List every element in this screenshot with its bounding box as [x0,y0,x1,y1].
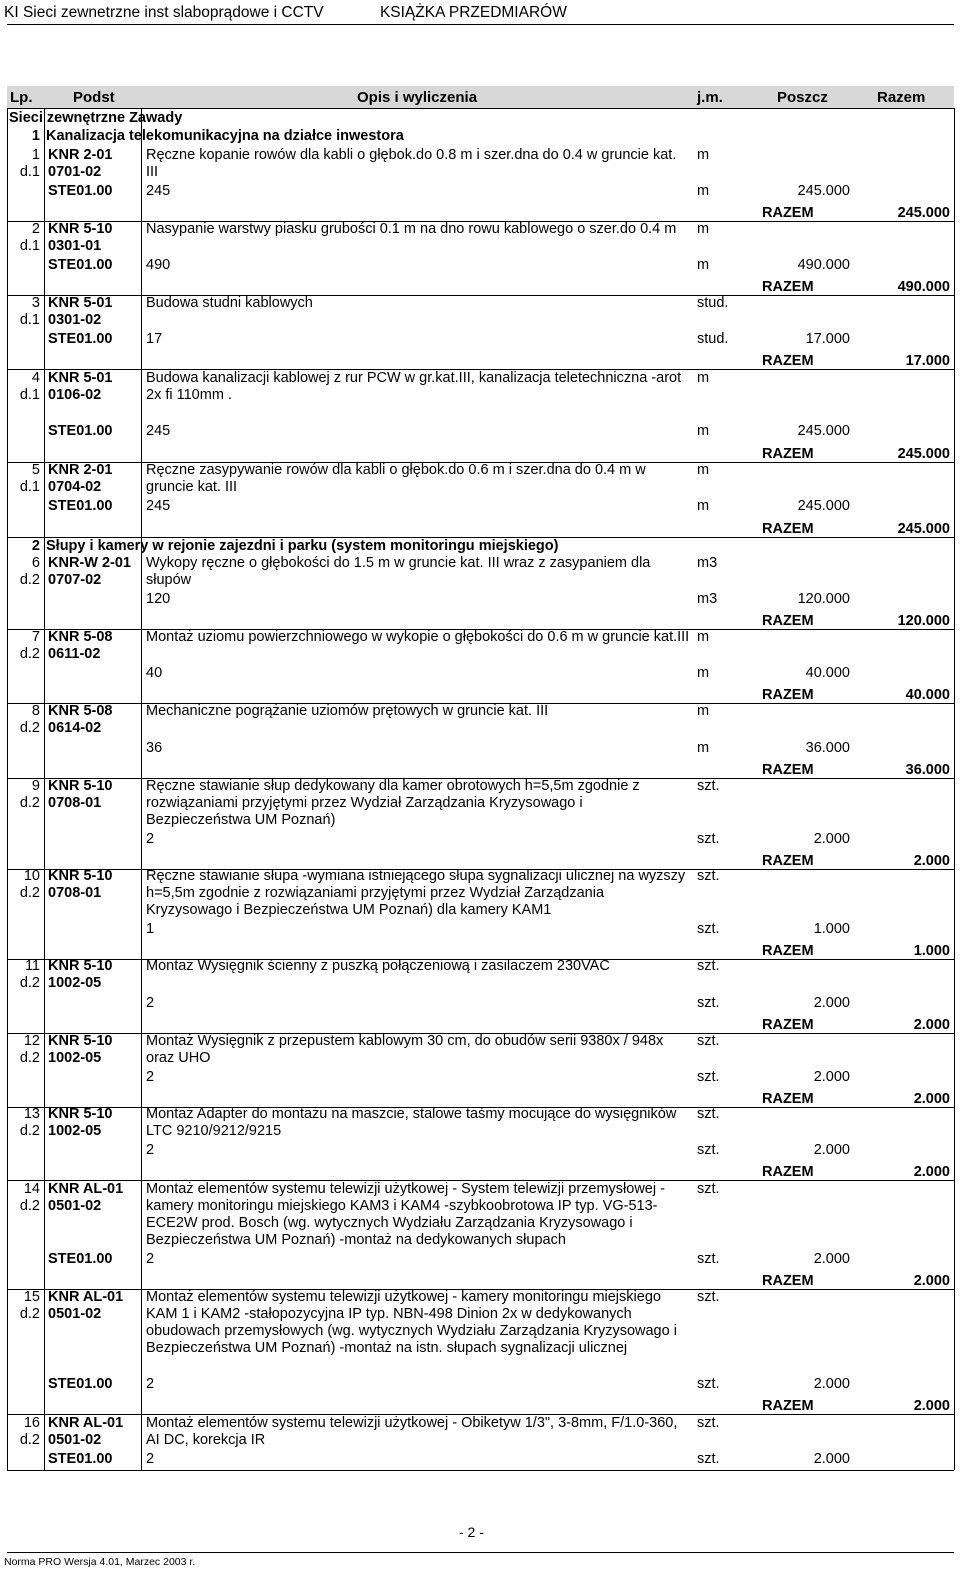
item-quantity-unit: m [697,740,710,756]
item-quantity: 2 [146,1251,155,1267]
item-quantity-unit: szt. [697,921,720,937]
item-d: d.1 [19,387,40,403]
item-d: d.2 [19,646,40,662]
item-poszcz: 490.000 [797,257,850,273]
item-poszcz: 2.000 [813,1069,850,1085]
item-quantity-unit: m [697,498,710,514]
item-unit: szt. [697,1289,720,1305]
item-poszcz: 2.000 [813,995,850,1011]
item-razem-value: 2.000 [913,1273,950,1289]
document-subtitle: KSIĄŻKA PRZEDMIARÓW [379,4,567,21]
col-lp: Lp. [10,89,33,106]
item-description: Montaż Wysięgnik z przepustem kablowym 30 cm, do obudów serii 9380x / 948x oraz UHO [146,1033,664,1066]
item-razem-label: RAZEM [762,1398,814,1414]
item-quantity-unit: m3 [697,591,718,607]
item-description: Ręczne zasypywanie rowów dla kabli o głębok.do 0.6 m i szer.dna do 0.4 m w gruncie kat. III [146,462,646,495]
item-unit: szt. [697,778,720,794]
item-lp: 6 [31,555,40,571]
item-razem-value: 36.000 [905,762,950,778]
item-description: Montaż uziomu powierzchniowego w wykopie o głębokości do 0.6 m w gruncie kat.III [146,629,690,645]
item-poszcz: 40.000 [805,665,850,681]
item-d: d.2 [19,1432,40,1448]
item-code: KNR 5-01 [48,295,113,311]
item-quantity-unit: szt. [697,1069,720,1085]
item-code: KNR 5-08 [48,703,113,719]
item-razem-label: RAZEM [762,279,814,295]
item-poszcz: 2.000 [813,1142,850,1158]
item-d: d.2 [19,1198,40,1214]
item-quantity: 245 [146,423,171,439]
item-razem-label: RAZEM [762,446,814,462]
item-razem-value: 245.000 [897,205,950,221]
item-razem-label: RAZEM [762,205,814,221]
item-code-sub: 0611-02 [48,646,101,662]
item-quantity-unit: m [697,423,710,439]
item-razem-value: 245.000 [897,521,950,537]
col-podst: Podst [73,89,115,106]
item-d: d.2 [19,1050,40,1066]
item-lp: 1 [31,147,40,163]
item-ste: STE01.00 [48,257,113,273]
item-d: d.1 [19,312,40,328]
item-description: Montaż elementów systemu telewizji użytkowej - Obiketyw 1/3", 3-8mm, F/1.0-360, AI DC, korekcja IR [146,1415,678,1448]
item-description: Nasypanie warstwy piasku grubości 0.1 m na dno rowu kablowego o szer.do 0.4 m [146,221,677,237]
item-lp: 12 [23,1033,40,1049]
item-quantity-unit: m [697,257,710,273]
item-unit: m [697,462,710,478]
item-code-sub: 0301-02 [48,312,102,328]
item-razem-value: 40.000 [905,687,950,703]
item-razem-value: 17.000 [905,353,950,369]
item-poszcz: 245.000 [797,183,850,199]
item-description: Montaż Adapter do montażu na maszcie, stalowe taśmy mocujące do wysięgników LTC 9210/9212/9215 [146,1106,677,1139]
item-unit: szt. [697,958,720,974]
item-razem-label: RAZEM [762,1273,814,1289]
item-description: Ręczne kopanie rowów dla kabli o głębok.do 0.8 m i szer.dna do 0.4 w gruncie kat. III [146,147,677,180]
item-code: KNR 5-01 [48,370,113,386]
item-poszcz: 2.000 [813,831,850,847]
item-quantity-unit: m [697,183,710,199]
item-code: KNR 2-01 [48,147,113,163]
col-opis: Opis i wyliczenia [357,89,478,106]
item-unit: szt. [697,868,720,884]
item-d: d.1 [19,479,40,495]
item-quantity: 2 [146,1376,155,1392]
item-ste: STE01.00 [48,331,113,347]
item-razem-value: 120.000 [897,613,950,629]
item-razem-label: RAZEM [762,1164,814,1180]
item-razem-value: 2.000 [913,1091,950,1107]
item-code: KNR 5-10 [48,958,113,974]
item-quantity: 2 [146,831,155,847]
item-quantity: 245 [146,183,171,199]
item-razem-label: RAZEM [762,353,814,369]
item-separator [7,537,954,538]
item-description: Montaż Wysięgnik ścienny z puszką połączeniową i zasilaczem 230VAC [146,958,610,974]
item-ste: STE01.00 [48,1376,113,1392]
item-quantity: 17 [146,331,163,347]
item-poszcz: 36.000 [805,740,850,756]
item-description: Budowa kanalizacji kablowej z rur PCW w gr.kat.III, kanalizacja teletechniczna -arot 2x fi 110mm . [146,370,682,403]
item-quantity-unit: stud. [697,331,729,347]
item-description: Montaż elementów systemu telewizji użytkowej - kamery monitoringu miejskiego KAM 1 i KAM2 -stałopozycyjna IP typ. NBN-498 Dinion 2x w dedykowanych obudowach przemysłowych (wg. wytycznych Wydziału Zarządzania Kryzysowago i Bezpieczeństwa UM Poznań) -montaż na istn. słupach sygnalizacji ulicznej [146,1289,677,1356]
item-description: Ręczne stawianie słup dedykowany dla kamer obrotowych h=5,5m zgodnie z rozwiązaniami przyjętymi przez Wydział Zarządzania Kryzysowago i Bezpieczeństwa UM Poznań) [146,778,640,828]
item-quantity: 245 [146,498,171,514]
footer-text: Norma PRO Wersja 4.01, Marzec 2003 r. [4,1556,196,1568]
item-lp: 10 [23,868,40,884]
item-poszcz: 245.000 [797,498,850,514]
page-number: - 2 - [459,1524,484,1540]
item-d: d.1 [19,164,40,180]
item-unit: szt. [697,1033,720,1049]
item-lp: 14 [23,1181,40,1197]
column-header-row [7,86,954,108]
item-description: Wykopy ręczne o głębokości do 1.5 m w gruncie kat. III wraz z zasypaniem dla słupów [146,555,651,588]
item-lp: 11 [24,958,40,974]
item-d: d.2 [19,572,40,588]
col-divider-lp [44,108,45,1470]
item-razem-label: RAZEM [762,943,814,959]
item-code: KNR-W 2-01 [48,555,131,571]
section-title: Kanalizacja telekomunikacyjna na działce inwestora [46,128,404,144]
item-razem-label: RAZEM [762,1091,814,1107]
item-d: d.1 [19,238,40,254]
item-quantity: 2 [146,1142,155,1158]
item-razem-value: 2.000 [913,853,950,869]
item-quantity-unit: szt. [697,831,720,847]
item-ste: STE01.00 [48,1251,113,1267]
item-razem-label: RAZEM [762,853,814,869]
item-code-sub: 1002-05 [48,1123,102,1139]
item-unit: m [697,221,710,237]
item-code-sub: 0501-02 [48,1306,102,1322]
item-code: KNR AL-01 [48,1415,124,1431]
item-quantity: 2 [146,1069,155,1085]
item-code: KNR AL-01 [48,1289,124,1305]
item-code: KNR 2-01 [48,462,113,478]
item-ste: STE01.00 [48,423,113,439]
col-jm: j.m. [697,89,723,106]
item-razem-label: RAZEM [762,521,814,537]
item-code: KNR 5-10 [48,1033,113,1049]
item-d: d.2 [19,720,40,736]
item-quantity: 120 [146,591,171,607]
item-unit: stud. [697,295,729,311]
item-unit: m [697,703,710,719]
item-quantity: 490 [146,257,171,273]
item-lp: 2 [31,221,40,237]
table-bottom-rule [7,1470,954,1471]
item-razem-label: RAZEM [762,687,814,703]
section-main-title: Sieci zewnętrzne Zawady [9,110,183,126]
item-lp: 16 [23,1415,40,1431]
item-unit: m3 [697,555,718,571]
item-lp: 5 [31,462,40,478]
item-code-sub: 0501-02 [48,1432,102,1448]
item-poszcz: 1.000 [813,921,850,937]
item-description: Mechaniczne pogrążanie uziomów prętowych w gruncie kat. III [146,703,549,719]
header-rule [7,24,954,25]
item-d: d.2 [19,1306,40,1322]
item-code-sub: 0614-02 [48,720,102,736]
item-poszcz: 2.000 [813,1451,850,1467]
item-razem-label: RAZEM [762,613,814,629]
item-description: Budowa studni kablowych [146,295,313,311]
item-razem-value: 245.000 [897,446,950,462]
item-code: KNR 5-10 [48,778,113,794]
item-description: Ręczne stawianie słupa -wymiana istniejącego słupa sygnalizacji ulicznej na wyższy h=5,5m zgodnie z rozwiązaniami przyjętymi przez Wydział Zarządzania Kryzysowago i Bezpieczeństwa UM Poznań) dla kamery KAM1 [146,868,686,918]
item-code-sub: 0106-02 [48,387,102,403]
item-quantity: 40 [146,665,163,681]
footer-rule [7,1552,954,1553]
item-d: d.2 [19,1123,40,1139]
item-lp: 15 [23,1289,40,1305]
item-code-sub: 1002-05 [48,975,102,991]
item-quantity-unit: szt. [697,995,720,1011]
item-razem-label: RAZEM [762,1017,814,1033]
item-poszcz: 2.000 [813,1376,850,1392]
item-razem-value: 490.000 [897,279,950,295]
item-code: KNR 5-10 [48,221,113,237]
item-quantity: 36 [146,740,163,756]
item-lp: 13 [23,1106,40,1122]
item-code: KNR 5-10 [48,1106,113,1122]
section-number: 1 [31,128,40,144]
item-poszcz: 2.000 [813,1251,850,1267]
document-header [4,4,619,22]
item-razem-value: 2.000 [913,1164,950,1180]
item-ste: STE01.00 [48,1451,113,1467]
item-unit: szt. [697,1106,720,1122]
item-code-sub: 0708-01 [48,795,102,811]
item-lp: 7 [31,629,40,645]
item-code-sub: 0707-02 [48,572,102,588]
item-quantity-unit: m [697,665,710,681]
item-ste: STE01.00 [48,183,113,199]
col-divider-podst [141,108,142,1470]
item-razem-label: RAZEM [762,762,814,778]
item-quantity: 2 [146,1451,155,1467]
item-d: d.2 [19,975,40,991]
item-code-sub: 0301-01 [48,238,102,254]
header-bottom-rule [7,108,954,109]
item-razem-value: 2.000 [913,1398,950,1414]
item-unit: m [697,147,710,163]
item-unit: szt. [697,1415,720,1431]
item-lp: 4 [31,370,40,386]
item-code: KNR 5-10 [48,868,113,884]
item-poszcz: 17.000 [805,331,850,347]
item-d: d.2 [19,795,40,811]
document-title: KI Sieci zewnetrzne inst slaboprądowe i CCTV [4,4,324,21]
item-code: KNR AL-01 [48,1181,124,1197]
item-code-sub: 0501-02 [48,1198,102,1214]
item-code-sub: 0701-02 [48,164,102,180]
item-quantity-unit: szt. [697,1451,720,1467]
item-quantity-unit: szt. [697,1142,720,1158]
item-ste: STE01.00 [48,498,113,514]
section-number: 2 [31,538,40,554]
item-poszcz: 245.000 [797,423,850,439]
item-quantity: 2 [146,995,155,1011]
table-right-border [954,108,955,1470]
item-d: d.2 [19,885,40,901]
item-razem-value: 2.000 [913,1017,950,1033]
item-unit: szt. [697,1181,720,1197]
section-title: Słupy i kamery w rejonie zajezdni i parku (system monitoringu miejskiego) [46,538,559,554]
item-description: Montaż elementów systemu telewizji użytkowej - System telewizji przemysłowej -kamery monitoringu miejskiego KAM3 i KAM4 -szybkoobrotowa IP typ. VG-513-ECE2W prod. Bosch (wg. wytycznych Wydziału Zarządzania Kryzysowago i Bezpieczeństwa UM Poznań) -montaż na dedykowanych słupach [146,1181,665,1248]
item-quantity-unit: szt. [697,1376,720,1392]
item-quantity: 1 [146,921,155,937]
item-lp: 9 [31,778,40,794]
col-poszcz: Poszcz [777,89,828,106]
item-code-sub: 0704-02 [48,479,102,495]
item-unit: m [697,629,710,645]
item-poszcz: 120.000 [797,591,850,607]
item-code-sub: 0708-01 [48,885,102,901]
item-unit: m [697,370,710,386]
col-razem: Razem [877,89,926,106]
item-code-sub: 1002-05 [48,1050,102,1066]
item-quantity-unit: szt. [697,1251,720,1267]
item-lp: 8 [31,703,40,719]
item-razem-value: 1.000 [913,943,950,959]
item-code: KNR 5-08 [48,629,113,645]
item-lp: 3 [31,295,40,311]
